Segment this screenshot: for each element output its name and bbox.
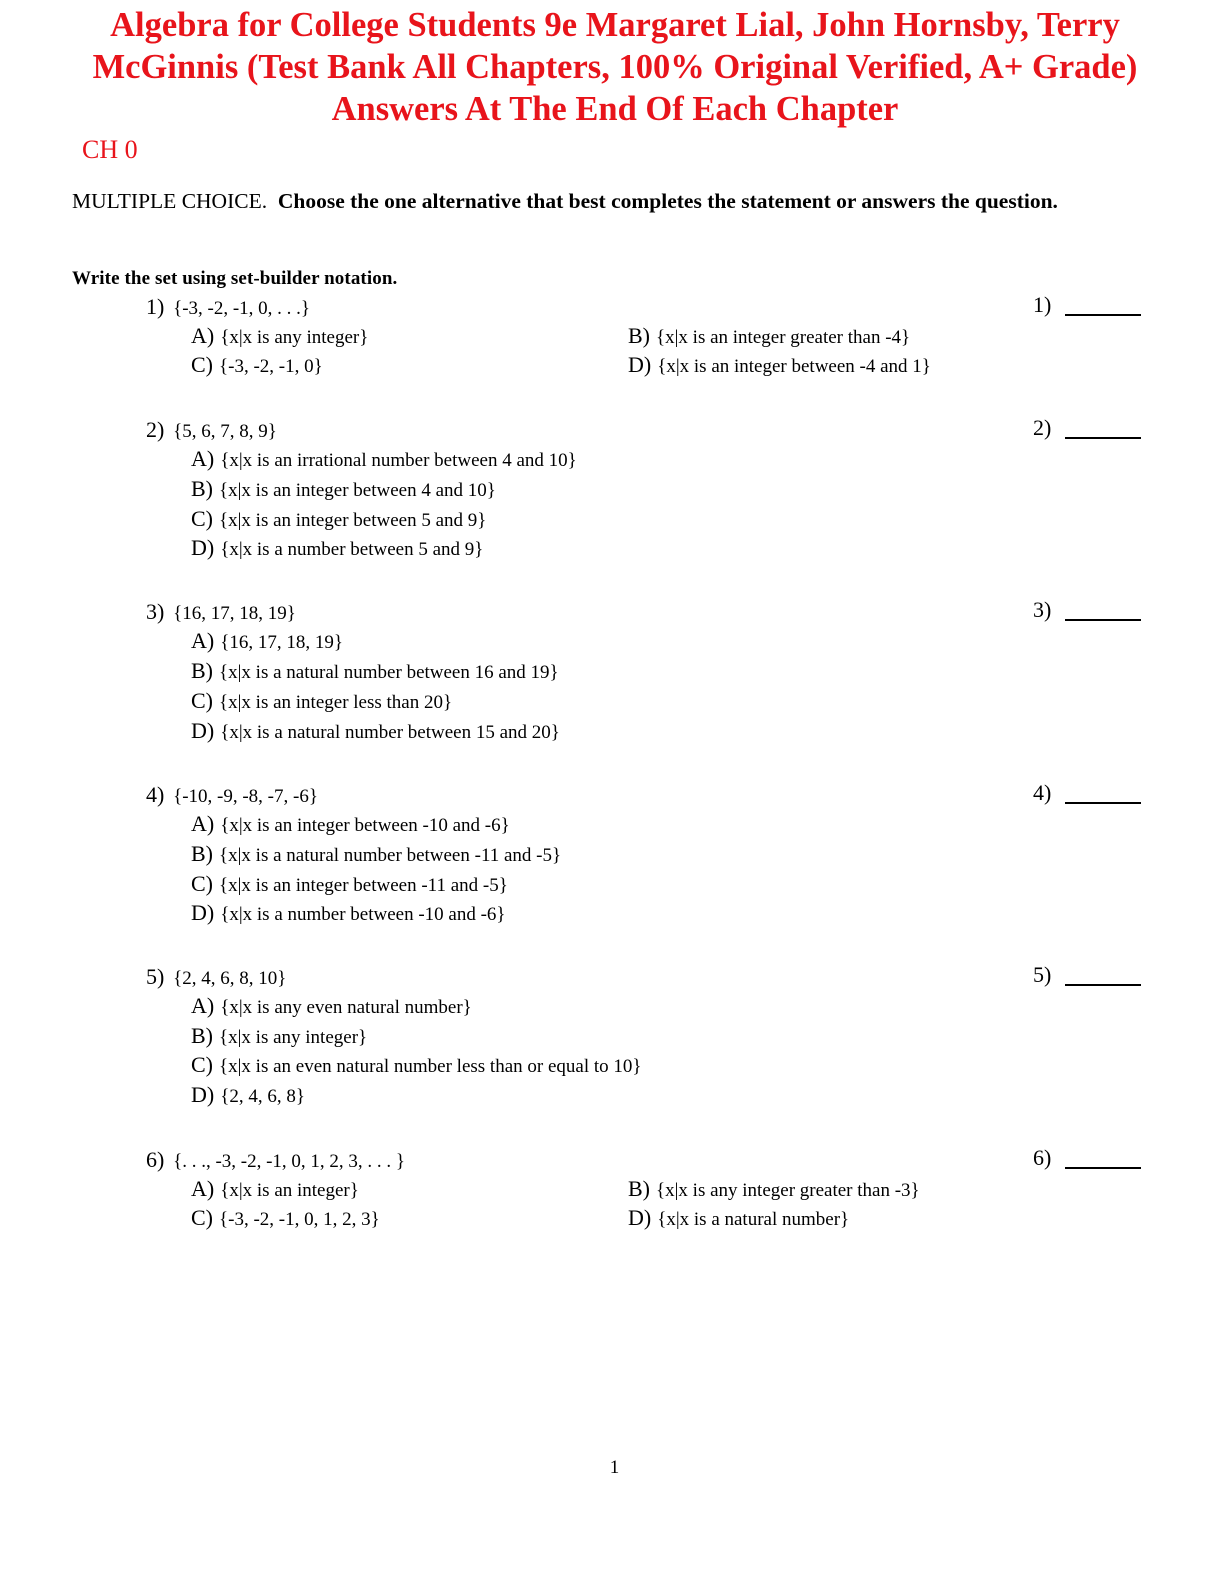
answer-number: 4): [1033, 780, 1052, 805]
option-text: {x|x is any integer}: [220, 327, 369, 348]
answer-blank[interactable]: [1065, 314, 1141, 316]
chapter-label: CH 0: [82, 135, 138, 164]
option-letter: A): [191, 446, 215, 471]
question-text: {5, 6, 7, 8, 9}: [173, 421, 277, 442]
option-letter: D): [628, 352, 652, 377]
option-b: [191, 658, 559, 686]
option-text: {x|x is a natural number}: [657, 1209, 850, 1230]
option-letter: C): [191, 688, 213, 713]
page-number: 1: [609, 1457, 620, 1478]
option-a: [191, 628, 343, 656]
option-letter: A): [191, 323, 215, 348]
option-c: [191, 506, 486, 534]
option-letter: A): [191, 628, 215, 653]
answer-number: 1): [1033, 292, 1052, 317]
option-b: [191, 841, 561, 869]
question-number: 6): [146, 1147, 165, 1172]
instructions-text: Choose the one alternative that best completes the statement or answers the question.: [277, 189, 1058, 213]
option-text: {16, 17, 18, 19}: [220, 632, 343, 653]
answer-blank[interactable]: [1065, 984, 1141, 986]
question-number: 3): [146, 599, 165, 624]
option-text: {x|x is a natural number between 16 and 19}: [219, 662, 559, 683]
answer-blank[interactable]: [1065, 437, 1141, 439]
option-b: [191, 1023, 367, 1051]
option-text: {-3, -2, -1, 0, 1, 2, 3}: [219, 1209, 380, 1230]
option-text: {x|x is any integer}: [219, 1027, 368, 1048]
option-text: {-3, -2, -1, 0}: [219, 356, 323, 377]
option-text: {x|x is a number between 5 and 9}: [220, 539, 484, 560]
option-text: {x|x is an integer greater than -4}: [656, 327, 911, 348]
option-letter: D): [191, 718, 215, 743]
option-letter: D): [628, 1205, 652, 1230]
answer-blank[interactable]: [1065, 802, 1141, 804]
option-a: [191, 446, 577, 474]
question-text: {-3, -2, -1, 0, . . .}: [173, 298, 311, 319]
option-text: {x|x is any even natural number}: [220, 997, 472, 1018]
question-number: 2): [146, 417, 165, 442]
option-d: [191, 1082, 305, 1110]
question-text: {-10, -9, -8, -7, -6}: [173, 786, 318, 807]
question-text: {. . ., -3, -2, -1, 0, 1, 2, 3, . . . }: [173, 1151, 406, 1172]
question-stem: [146, 294, 310, 322]
answer-blank[interactable]: [1065, 1167, 1141, 1169]
option-d: [191, 718, 560, 746]
option-text: {x|x is an irrational number between 4 and 10}: [220, 450, 577, 471]
instructions-lead: MULTIPLE CHOICE.: [72, 189, 268, 213]
option-a: [191, 811, 510, 839]
option-text: {x|x is an integer less than 20}: [219, 692, 453, 713]
option-c: [191, 688, 452, 716]
option-a: [191, 993, 472, 1021]
question-stem: [146, 782, 318, 810]
question-text: {2, 4, 6, 8, 10}: [173, 968, 287, 989]
option-a: [191, 323, 368, 351]
section-instructions: [72, 186, 1152, 216]
option-letter: D): [191, 535, 215, 560]
option-text: {2, 4, 6, 8}: [220, 1086, 305, 1107]
option-letter: C): [191, 1205, 213, 1230]
option-letter: D): [191, 900, 215, 925]
section-directive: Write the set using set-builder notation.: [72, 268, 398, 289]
option-text: {x|x is an integer between -11 and -5}: [219, 875, 508, 896]
option-text: {x|x is an integer between 4 and 10}: [219, 480, 496, 501]
option-text: {x|x is an integer between -10 and -6}: [220, 815, 510, 836]
question-number: 5): [146, 964, 165, 989]
option-letter: A): [191, 1176, 215, 1201]
option-a: [191, 1176, 359, 1204]
question-stem: [146, 599, 296, 627]
option-c: [191, 1205, 380, 1233]
question-stem: [146, 964, 286, 992]
option-letter: C): [191, 871, 213, 896]
option-c: [191, 352, 323, 380]
option-letter: A): [191, 993, 215, 1018]
option-letter: C): [191, 1052, 213, 1077]
option-text: {x|x is a number between -10 and -6}: [220, 904, 506, 925]
option-b: [628, 323, 910, 351]
option-letter: B): [191, 476, 213, 501]
option-d: [191, 900, 506, 928]
option-c: [191, 871, 508, 899]
option-letter: B): [628, 323, 650, 348]
question-stem: [146, 1147, 405, 1175]
option-text: {x|x is an integer between -4 and 1}: [657, 356, 931, 377]
answer-number: 6): [1033, 1145, 1052, 1170]
question-text: {16, 17, 18, 19}: [173, 603, 296, 624]
document-title: Algebra for College Students 9e Margaret Lial, John Hornsby, Terry McGinnis (Test Bank All Chapters, 100% Original Verified, A+ Grade) Answers At The End Of Each Chapter: [92, 6, 1138, 128]
option-letter: B): [191, 1023, 213, 1048]
option-letter: B): [191, 658, 213, 683]
answer-number: 3): [1033, 597, 1052, 622]
answer-number: 2): [1033, 415, 1052, 440]
option-letter: C): [191, 506, 213, 531]
option-d: [628, 1205, 849, 1233]
option-text: {x|x is an integer between 5 and 9}: [219, 510, 487, 531]
question-number: 4): [146, 782, 165, 807]
option-b: [628, 1176, 920, 1204]
option-letter: B): [191, 841, 213, 866]
option-text: {x|x is a natural number between 15 and 20}: [220, 722, 560, 743]
question-stem: [146, 417, 277, 445]
option-text: {x|x is any integer greater than -3}: [656, 1180, 920, 1201]
option-text: {x|x is a natural number between -11 and -5}: [219, 845, 562, 866]
option-text: {x|x is an integer}: [220, 1180, 359, 1201]
option-letter: A): [191, 811, 215, 836]
option-letter: C): [191, 352, 213, 377]
option-letter: D): [191, 1082, 215, 1107]
answer-blank[interactable]: [1065, 619, 1141, 621]
option-d: [628, 352, 931, 380]
option-c: [191, 1052, 642, 1080]
option-text: {x|x is an even natural number less than or equal to 10}: [219, 1056, 642, 1077]
answer-number: 5): [1033, 962, 1052, 987]
option-d: [191, 535, 483, 563]
option-b: [191, 476, 496, 504]
option-letter: B): [628, 1176, 650, 1201]
question-number: 1): [146, 294, 165, 319]
